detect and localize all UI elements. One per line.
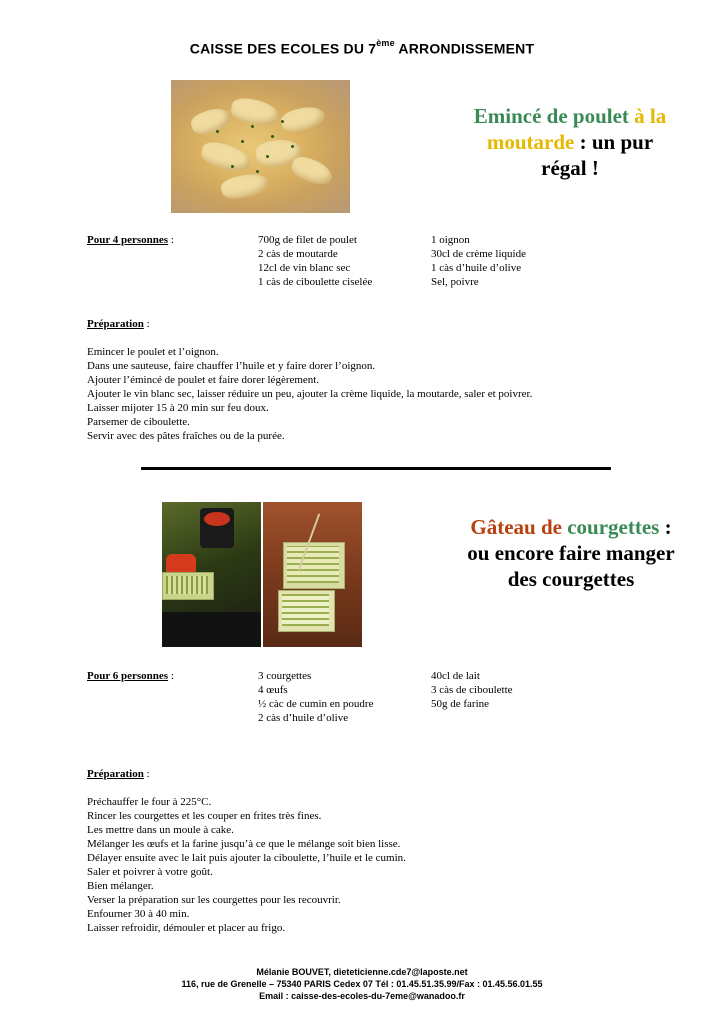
recipe1-title-part3: : un pur régal ! xyxy=(541,130,654,180)
ingredient: 700g de filet de poulet xyxy=(258,234,357,246)
ingredient: ½ càc de cumin en poudre xyxy=(258,698,374,710)
step: Verser la préparation sur les courgettes pour les recouvrir. xyxy=(87,894,341,906)
recipe1-title-part1: Emincé de poulet xyxy=(473,104,635,128)
ingredient: 3 càs de ciboulette xyxy=(431,684,513,696)
recipe1-ingredients-col1 xyxy=(258,233,372,289)
recipe1-ingredients-col2 xyxy=(431,233,526,289)
footer-address: 116, rue de Grenelle – 75340 PARIS Cedex 07 Tél : 01.45.51.35.99/Fax : 01.45.56.01.55 xyxy=(181,979,543,989)
step: Mélanger les œufs et la farine jusqu’à ce que le mélange soit bien lisse. xyxy=(87,838,401,850)
step: Bien mélanger. xyxy=(87,880,154,892)
recipe1-title-part2: à la moutarde xyxy=(486,104,667,154)
chicken-dish-photo xyxy=(171,80,350,213)
recipe2-servings-label: Pour 6 personnes xyxy=(87,670,169,682)
step: Servir avec des pâtes fraîches ou de la purée. xyxy=(87,430,285,442)
recipe1-title xyxy=(470,103,670,181)
ingredient: 3 courgettes xyxy=(258,670,312,682)
recipe2-servings-suffix: : xyxy=(168,670,174,682)
recipe1-prep-label: Préparation xyxy=(87,318,144,330)
step: Parsemer de ciboulette. xyxy=(87,416,190,428)
recipe2-servings xyxy=(87,669,174,683)
recipe2-ingredients-col1 xyxy=(258,669,373,725)
step: Préchauffer le four à 225°C. xyxy=(87,796,212,808)
section-divider xyxy=(141,467,611,470)
ingredient: 30cl de crème liquide xyxy=(431,248,526,260)
ingredient: 12cl de vin blanc sec xyxy=(258,262,351,274)
recipe1-servings xyxy=(87,233,174,247)
ingredient: 2 càs de moutarde xyxy=(258,248,338,260)
step: Saler et poivrer à votre goût. xyxy=(87,866,213,878)
recipe2-title-part2: courgettes xyxy=(567,515,660,539)
ingredient: 2 càs d’huile d’olive xyxy=(258,712,349,724)
zucchini-cake-photo-right xyxy=(263,502,362,647)
ingredient: Sel, poivre xyxy=(431,276,479,288)
recipe1-servings-label: Pour 4 personnes xyxy=(87,234,169,246)
recipe2-prep-heading xyxy=(87,767,150,781)
document-header xyxy=(0,40,724,57)
step: Rincer les courgettes et les couper en frites très fines. xyxy=(87,810,322,822)
recipe2-prep-suffix: : xyxy=(143,768,150,780)
recipe1-steps xyxy=(87,345,532,443)
recipe2-title-part1: Gâteau de xyxy=(470,515,568,539)
header-title-pre: CAISSE DES ECOLES DU 7 xyxy=(189,40,377,57)
header-title-sup: ème xyxy=(376,38,395,48)
ingredient: 50g de farine xyxy=(431,698,490,710)
recipe2-title-part3: : ou encore faire manger des courgettes xyxy=(467,515,675,591)
ingredient: 40cl de lait xyxy=(431,670,480,682)
footer-contact: Mélanie BOUVET, dieteticienne.cde7@laposte.net xyxy=(256,967,468,977)
ingredient: 4 œufs xyxy=(258,684,288,696)
step: Les mettre dans un moule à cake. xyxy=(87,824,234,836)
zucchini-cake-photo-left xyxy=(162,502,261,647)
recipe1-prep-heading xyxy=(87,317,150,331)
step: Laisser mijoter 15 à 20 min sur feu doux. xyxy=(87,402,269,414)
ingredient: 1 càs d’huile d’olive xyxy=(431,262,522,274)
step: Ajouter le vin blanc sec, laisser réduire un peu, ajouter la crème liquide, la moutarde, saler et poivrer. xyxy=(87,388,533,400)
step: Emincer le poulet et l’oignon. xyxy=(87,346,219,358)
recipe2-steps xyxy=(87,795,406,935)
recipe1-servings-suffix: : xyxy=(168,234,174,246)
recipe2-title xyxy=(466,514,676,592)
ingredient: 1 càs de ciboulette ciselée xyxy=(258,276,373,288)
step: Délayer ensuite avec le lait puis ajouter la ciboulette, l’huile et le cumin. xyxy=(87,852,406,864)
step: Enfourner 30 à 40 min. xyxy=(87,908,190,920)
header-title-post: ARRONDISSEMENT xyxy=(394,40,535,57)
recipe2-ingredients-col2 xyxy=(431,669,513,711)
footer xyxy=(0,966,724,1002)
step: Laisser refroidir, démouler et placer au frigo. xyxy=(87,922,286,934)
step: Dans une sauteuse, faire chauffer l’huile et y faire dorer l’oignon. xyxy=(87,360,376,372)
recipe1-prep-suffix: : xyxy=(143,318,150,330)
step: Ajouter l’émincé de poulet et faire dorer légèrement. xyxy=(87,374,320,386)
ingredient: 1 oignon xyxy=(431,234,470,246)
recipe2-prep-label: Préparation xyxy=(87,768,144,780)
footer-email: Email : caisse-des-ecoles-du-7eme@wanadoo.fr xyxy=(259,991,465,1001)
